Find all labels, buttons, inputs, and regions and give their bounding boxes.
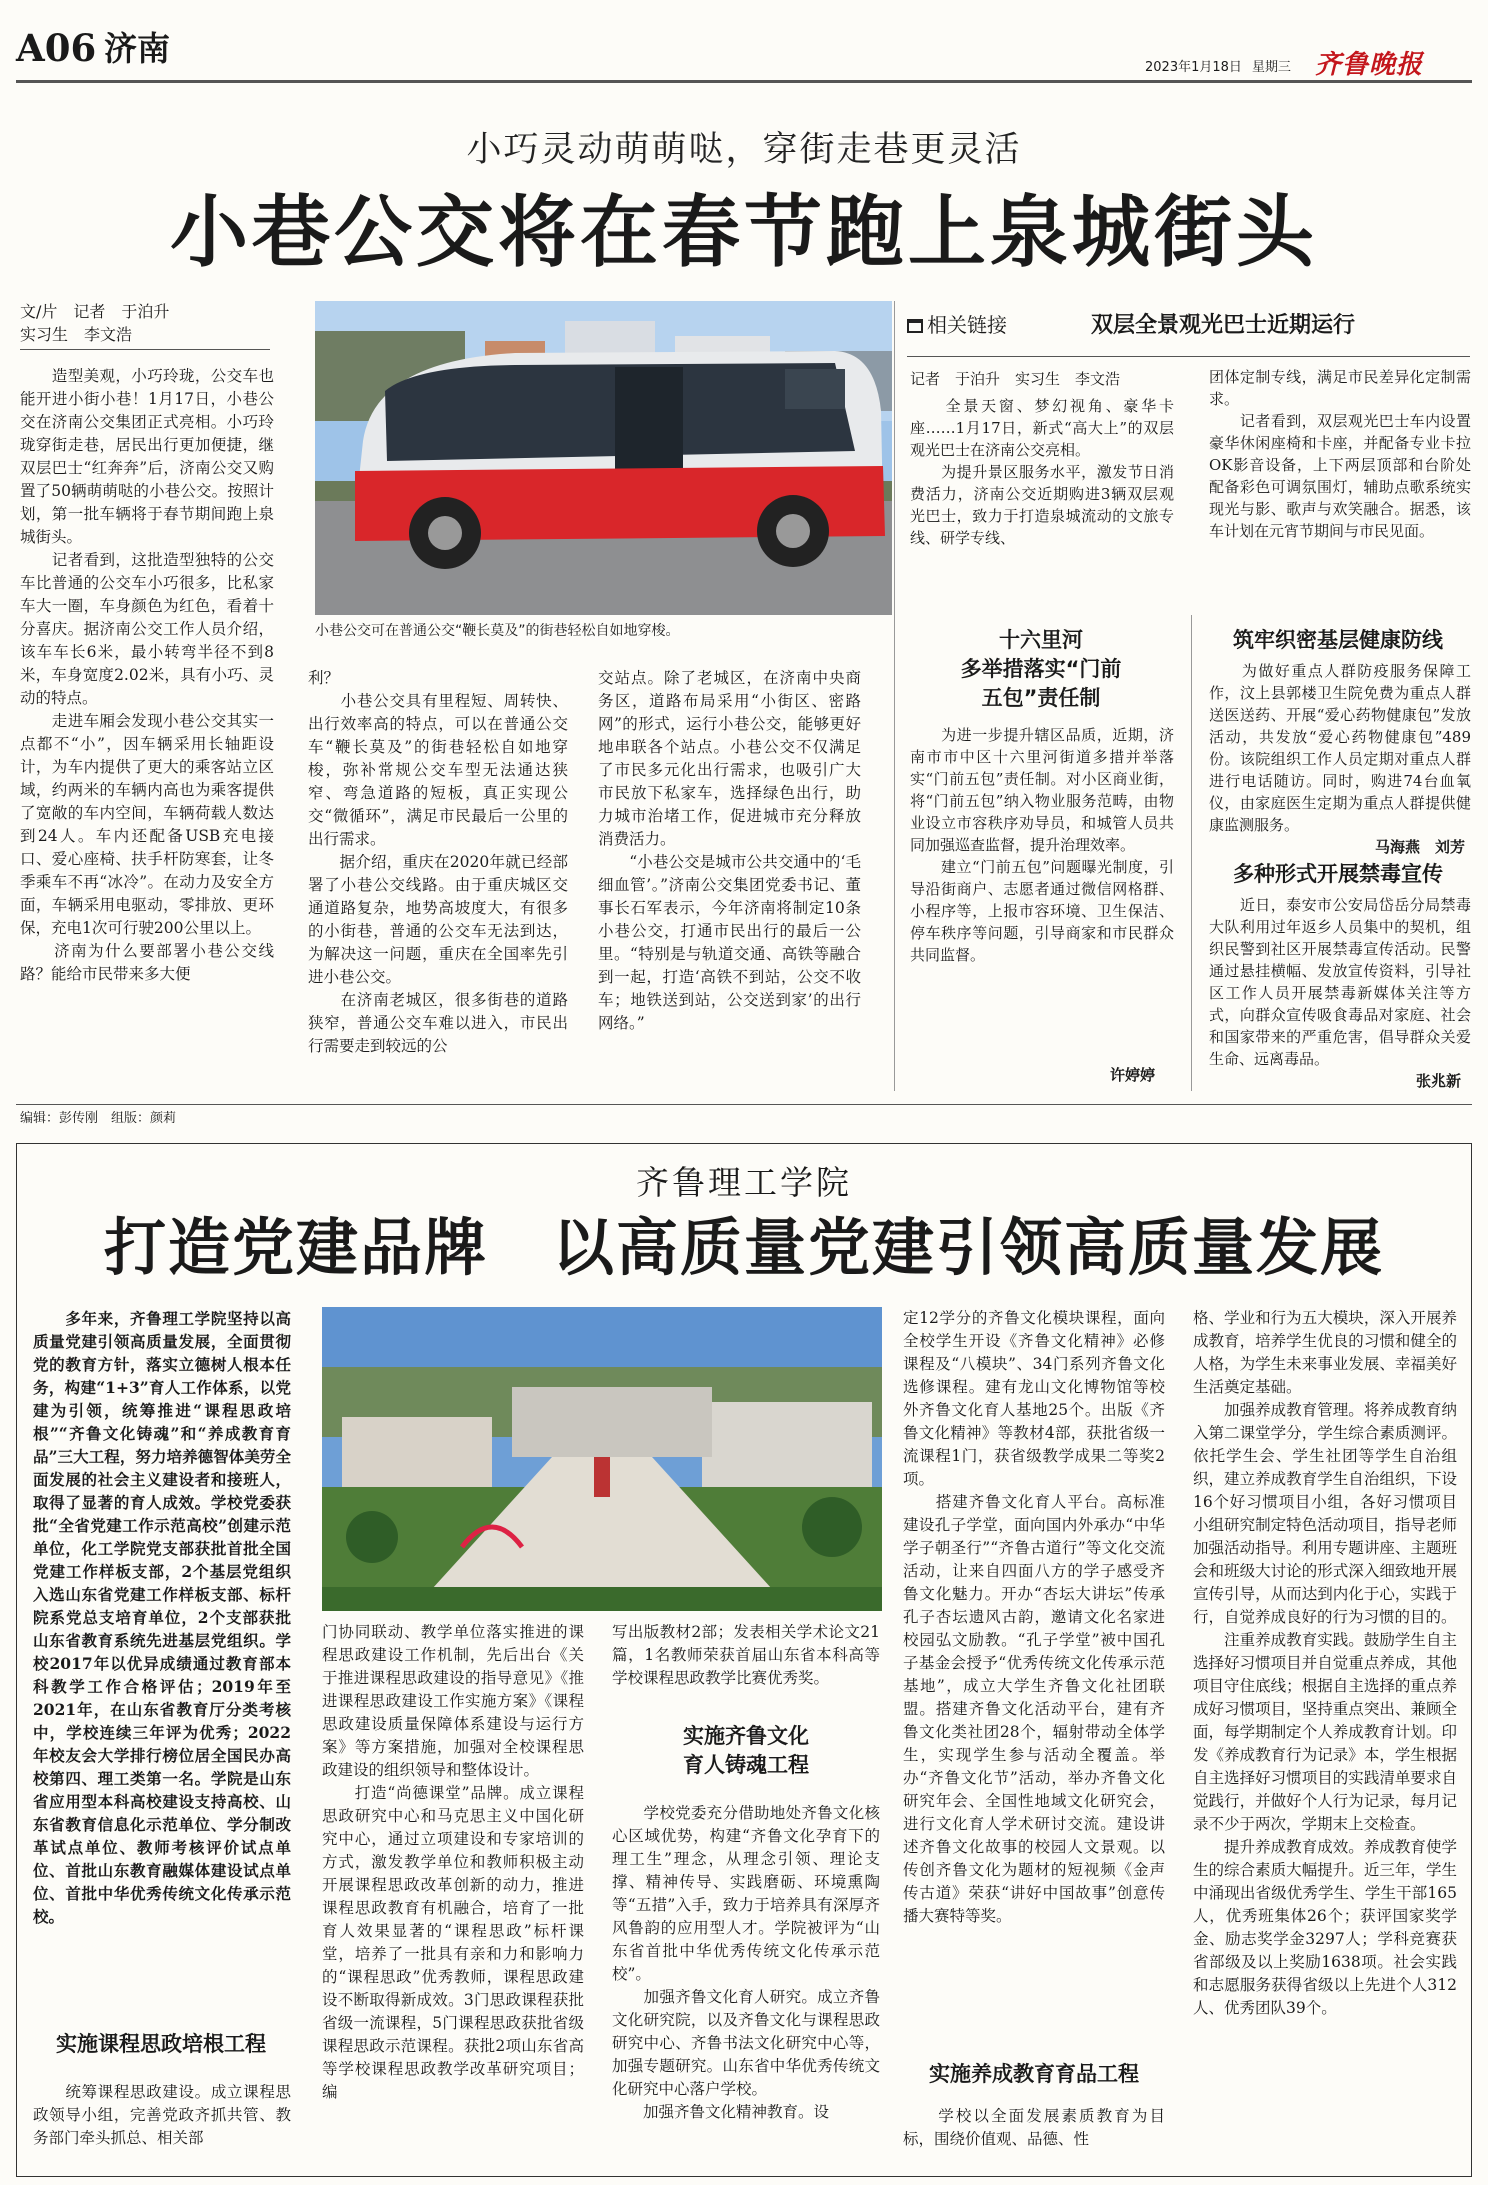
page-number: A06 bbox=[16, 26, 97, 70]
brief1-headline-line1: 十六里河 bbox=[999, 628, 1083, 652]
column-divider bbox=[894, 301, 895, 1091]
story1-column-1: 造型美观，小巧玲珑，公交车也能开进小街小巷！1月17日，小巷公交在济南公交集团正式亮相。小巧玲珑穿街走巷，居民出行更加便捷，继双层巴士“红奔奔”后，济南公交又购置了50辆萌萌哒的小巷公交。按照计划，第一批车辆将于春节期间跑上泉城街头。 记者看到，这批造型独特的公交车比普通的公交车小巧很多，比私家车大一圈，车身颜色为红色，看着十分喜庆。据济南公交工作人员介绍，该车车长6米，最小转弯半径不到8米，车身宽度2.02米，具有小巧、灵动的特点。 走进车厢会发现小巷公交其实一点都不“小”，因车辆采用长轴距设计，为车内提供了更大的乘客站立区域，约两米的车辆内高也为乘客提供了宽敞的车内空间，车辆荷载人数达到24人。车内还配备USB充电接口、爱心座椅、扶手杆防寒套，让冬季乘车不再“冰冷”。在动力及安全方面，车辆采用电驱动，零排放、更环保，充电1次可行驶200公里以上。 济南为什么要部署小巷公交线路？能给市民带来多大便 bbox=[20, 367, 274, 983]
story2-col3-subhead-line2: 育人铸魂工程 bbox=[683, 1753, 809, 1777]
brief1-headline-line2: 多举措落实“门前 bbox=[960, 657, 1122, 681]
masthead-rule bbox=[16, 80, 1472, 83]
story2-kicker: 齐鲁理工学院 bbox=[636, 1163, 852, 1202]
related-byline: 记者 于泊升 实习生 李文浩 bbox=[910, 370, 1121, 388]
editor-credit: 编辑：彭传刚 组版：颜莉 bbox=[20, 1111, 177, 1126]
story2-column-4: 定12学分的齐鲁文化模块课程，面向全校学生开设《齐鲁文化精神》必修课程及“八模块”、34门系列齐鲁文化选修课程。建有龙山文化博物馆等校外齐鲁文化育人基地25个。出版《齐鲁文化精神》等教材4部，获批省级一流课程1门，获省级教学成果二等奖2项。 搭建齐鲁文化育人平台。高标准建设孔子学堂，面向国内外承办“中华学子朝圣行”“齐鲁古道行”等文化交流活动，让来自四面八方的学子感受齐鲁文化魅力。开办“杏坛大讲坛”传承孔子杏坛遗风古韵，邀请文化名家进校园弘文励教。“孔子学堂”被中国孔子基金会授予“优秀传统文化传承示范基地”，成立大学生齐鲁文化社团联盟。搭建齐鲁文化活动平台，建有齐鲁文化类社团28个，辐射带动全体学生，实现学生参与活动全覆盖。举办“齐鲁文化节”活动，举办齐鲁文化研究年会、全国性地域文化研究会，进行文化育人学术研讨交流。建设讲述齐鲁文化故事的校园人文景观。以传创齐鲁文化为题材的短视频《金声传古道》荣获“讲好中国故事”创意传播大赛特等奖。 bbox=[903, 1309, 1165, 1925]
brief1-author: 许婷婷 bbox=[1110, 1066, 1156, 1084]
story2-column-2: 门协同联动、教学单位落实推进的课程思政建设工作机制，先后出台《关于推进课程思政建设的指导意见》《推进课程思政建设工作实施方案》《课程思政建设质量保障体系建设与运行方案》等方案措施，加强对全校课程思政建设的组织领导和整体设计。 打造“尚德课堂”品牌。成立课程思政研究中心和马克思主义中国化研究中心，通过立项建设和专家培训的方式，激发教学单位和教师积极主动开展课程思政改革创新的动力，推进课程思政教育有机融合，培育了一批育人效果显著的“课程思政”标杆课堂，培养了一批具有亲和力和影响力的“课程思政”优秀教师，课程思政建设不断取得新成效。3门思政课程获批省级一流课程，5门课程思政获批省级课程思政示范课程。获批2项山东省高等学校课程思政教学改革研究项目；编 bbox=[322, 1623, 584, 2101]
brief3-headline: 多种形式开展禁毒宣传 bbox=[1233, 862, 1443, 886]
brief1-headline bbox=[910, 626, 1172, 713]
editor-rule bbox=[16, 1104, 1472, 1105]
story2-column-3-tail: 学校党委充分借助地处齐鲁文化核心区域优势，构建“齐鲁文化孕育下的理工生”理念，从理念引领、理论支撑、精神传导、实践磨砺、环境熏陶等“五措”入手，致力于培养具有深厚齐风鲁韵的应用型人才。学院被评为“山东省首批中华优秀传统文化传承示范校”。 加强齐鲁文化育人研究。成立齐鲁文化研究院，以及齐鲁文化与课程思政研究中心、齐鲁书法文化研究中心等，加强专题研究。山东省中华优秀传统文化研究中心落户学校。 加强齐鲁文化精神教育。设 bbox=[612, 1804, 880, 2121]
story2-col3-subhead bbox=[610, 1722, 882, 1780]
story1-kicker: 小巧灵动萌萌哒，穿街走巷更灵活 bbox=[466, 130, 1022, 170]
related-headline: 双层全景观光巴士近期运行 bbox=[1091, 312, 1356, 338]
story2-column-1-tail: 统筹课程思政建设。成立课程思政领导小组，完善党政齐抓共管、教务部门牵头抓总、相关部 bbox=[33, 2083, 291, 2147]
section-name: 济南 bbox=[104, 29, 170, 68]
photo-caption: 小巷公交可在普通公交“鞭长莫及”的街巷轻松自如地穿梭。 bbox=[315, 623, 680, 639]
brief2-author: 马海燕 刘芳 bbox=[1375, 838, 1466, 856]
story1-column-3: 交站点。除了老城区，在济南中央商务区，道路布局采用“小街区、密路网”的形式，运行小巷公交，能够更好地串联各个站点。小巷公交不仅满足了市民多元化出行需求，也吸引广大市民放下私家车，选择绿色出行，助力城市治堵工作，促进城市充分释放消费活力。 “小巷公交是城市公共交通中的‘毛细血管’。”济南公交集团党委书记、董事长石军表示，今年济南将制定10条小巷公交，打通市民出行的最后一公里。“特别是与轨道交通、高铁等融合到一起，打造‘高铁不到站，公交不收车；地铁送到站，公交送到家’的出行网络。” bbox=[598, 669, 861, 1032]
story2-col1-subhead: 实施课程思政培根工程 bbox=[56, 2032, 266, 2056]
byline-rule bbox=[20, 349, 270, 350]
issue-date: 2023年1月18日 bbox=[1145, 60, 1242, 75]
campus-photo bbox=[322, 1307, 882, 1611]
story1-headline: 小巷公交将在春节跑上泉城街头 bbox=[169, 187, 1318, 278]
related-column-2: 团体定制专线，满足市民差异化定制需求。 记者看到，双层观光巴士车内设置豪华休闲座椅和卡座，并配备专业卡拉OK影音设备，上下两层顶部和台阶处配备彩色可调氛围灯，辅助点歌系统实现光与影、歌声与欢笑融合。据悉，该车计划在元宵节期间与市民见面。 bbox=[1209, 368, 1471, 540]
brief3-body: 近日，泰安市公安局岱岳分局禁毒大队利用过年返乡人员集中的契机，组织民警到社区开展禁毒宣传活动。民警通过悬挂横幅、发放宣传资料，引导社区工作人员开展禁毒新媒体关注等方式，向群众宣传吸食毒品对家庭、社会和国家带来的严重危害，倡导群众关爱生命、远离毒品。 bbox=[1209, 896, 1471, 1068]
bus-photo bbox=[315, 301, 892, 615]
story2-column-3: 写出版教材2部；发表相关学术论文21篇，1名教师荣获首届山东省本科高等学校课程思政教学比赛优秀奖。 bbox=[612, 1623, 880, 1687]
story2-column-5: 格、学业和行为五大模块，深入开展养成教育，培养学生优良的习惯和健全的人格，为学生未来事业发展、幸福美好生活奠定基础。 加强养成教育管理。将养成教育纳入第二课堂学分，学生综合素质测评。依托学生会、学生社团等学生自治组织，建立养成教育学生自治组织，下设16个好习惯项目小组，各好习惯项目小组研究制定特色活动项目，指导老师加强活动指导。利用专题讲座、主题班会和班级大讨论的形式深入细致地开展宣传引导，从而达到内化于心，实践于行，自觉养成良好的行为习惯的目的。 注重养成教育实践。鼓励学生自主选择好习惯项目并自觉重点养成，其他项目守住底线；根据自主选择的重点养成好习惯项目，坚持重点突出、兼顾全面，每学期制定个人养成教育计划。印发《养成教育行为记录》本，学生根据自主选择好习惯项目的实践清单要求自觉践行，并做好个人行为记录，每月记录不少于两次，学期末上交检查。 提升养成教育成效。养成教育使学生的综合素质大幅提升。近三年，学生中涌现出省级优秀学生、学生干部165人，优秀班集体26个；获评国家奖学金、励志奖学金3297人；学科竞赛获省部级及以上奖励1638项。社会实践和志愿服务获得省级以上先进个人312人、优秀团队39个。 bbox=[1193, 1309, 1457, 2017]
story1-byline-intern: 实习生 李文浩 bbox=[20, 325, 133, 344]
paper-logo: 齐鲁晚报 bbox=[1315, 50, 1424, 80]
related-link-text: 相关链接 bbox=[927, 313, 1007, 337]
issue-weekday: 星期三 bbox=[1252, 60, 1292, 75]
related-rule bbox=[907, 356, 1470, 357]
brief2-headline: 筑牢织密基层健康防线 bbox=[1233, 628, 1443, 652]
brief1-body: 为进一步提升辖区品质，近期，济南市市中区十六里河街道多措并举落实“门前五包”责任制。对小区商业街，将“门前五包”纳入物业服务范畴，由物业设立市容秩序劝导员，和城管人员共同加强巡查监督，提升治理效率。 建立“门前五包”问题曝光制度，引导沿街商户、志愿者通过微信网格群、小程序等，上报市容环境、卫生保洁、停车秩序等问题，引导商家和市民群众共同监督。 bbox=[910, 726, 1174, 964]
story2-col4-subhead: 实施养成教育育品工程 bbox=[929, 2062, 1139, 2086]
brief-divider bbox=[1191, 615, 1192, 1091]
story2-column-4-tail: 学校以全面发展素质教育为目标，围绕价值观、品德、性 bbox=[903, 2107, 1165, 2148]
story2-column-1: 多年来，齐鲁理工学院坚持以高质量党建引领高质量发展，全面贯彻党的教育方针，落实立德树人根本任务，构建“1+3”育人工作体系，以党建为引领，统筹推进“课程思政培根”“齐鲁文化铸魂”和“养成教育育品”三大工程，努力培养德智体美劳全面发展的社会主义建设者和接班人，取得了显著的育人成效。学校党委获批“全省党建工作示范高校”创建示范单位，化工学院党支部获批首批全国党建工作样板支部，2个基层党组织入选山东省党建工作样板支部、标杆院系党总支培育单位，2个支部获批山东省教育系统先进基层党组织。学校2017年以优异成绩通过教育部本科教学工作合格评估；2019年至2021年，在山东省教育厅分类考核中，学校连续三年评为优秀；2022年校友会大学排行榜位居全国民办高校第四、理工类第一名。学院是山东省应用型本科高校建设支持高校、山东省教育信息化示范单位、学分制改革试点单位、教师考核评价试点单位、首批山东教育融媒体建设试点单位、首批中华优秀传统文化传承示范校。 bbox=[33, 1309, 291, 1926]
brief1-headline-line3: 五包”责任制 bbox=[981, 686, 1101, 710]
story2-headline: 打造党建品牌 以高质量党建引领高质量发展 bbox=[103, 1211, 1384, 1284]
related-column-1: 全景天窗、梦幻视角、豪华卡座……1月17日，新式“高大上”的双层观光巴士在济南公交亮相。 为提升景区服务水平，激发节日消费活力，济南公交近期购进3辆双层观光巴士，致力于打造泉城流动的文旅专线、研学专线、 bbox=[910, 397, 1174, 547]
related-link-label bbox=[907, 311, 1007, 339]
story2-col3-subhead-line1: 实施齐鲁文化 bbox=[683, 1724, 809, 1748]
brief3-author: 张兆新 bbox=[1416, 1072, 1462, 1090]
story1-column-2: 利？ 小巷公交具有里程短、周转快、出行效率高的特点，可以在普通公交车“鞭长莫及”的街巷轻松自如地穿梭，弥补常规公交车型无法通达狭窄、弯急道路的短板，真正实现公交“微循环”，满足市民最后一公里的出行需求。 据介绍，重庆在2020年就已经部署了小巷公交线路。由于重庆城区交通道路复杂，地势高坡度大，有很多的小街巷，普通的公交车无法到达，为解决这一问题，重庆在全国率先引进小巷公交。 在济南老城区，很多街巷的道路狭窄，普通公交车难以进入，市民出行需要走到较远的公 bbox=[308, 669, 568, 1055]
related-link-icon bbox=[907, 319, 923, 333]
story1-byline: 文/片 记者 于泊升 bbox=[20, 302, 170, 321]
brief2-body: 为做好重点人群防疫服务保障工作，汶上县郭楼卫生院免费为重点人群送医送药、开展“爱心药物健康包”发放活动，共发放“爱心药物健康包”489份。该院组织工作人员定期对重点人群进行电话随访。同时，购进74台血氧仪，由家庭医生定期为重点人群提供健康监测服务。 bbox=[1209, 662, 1471, 834]
